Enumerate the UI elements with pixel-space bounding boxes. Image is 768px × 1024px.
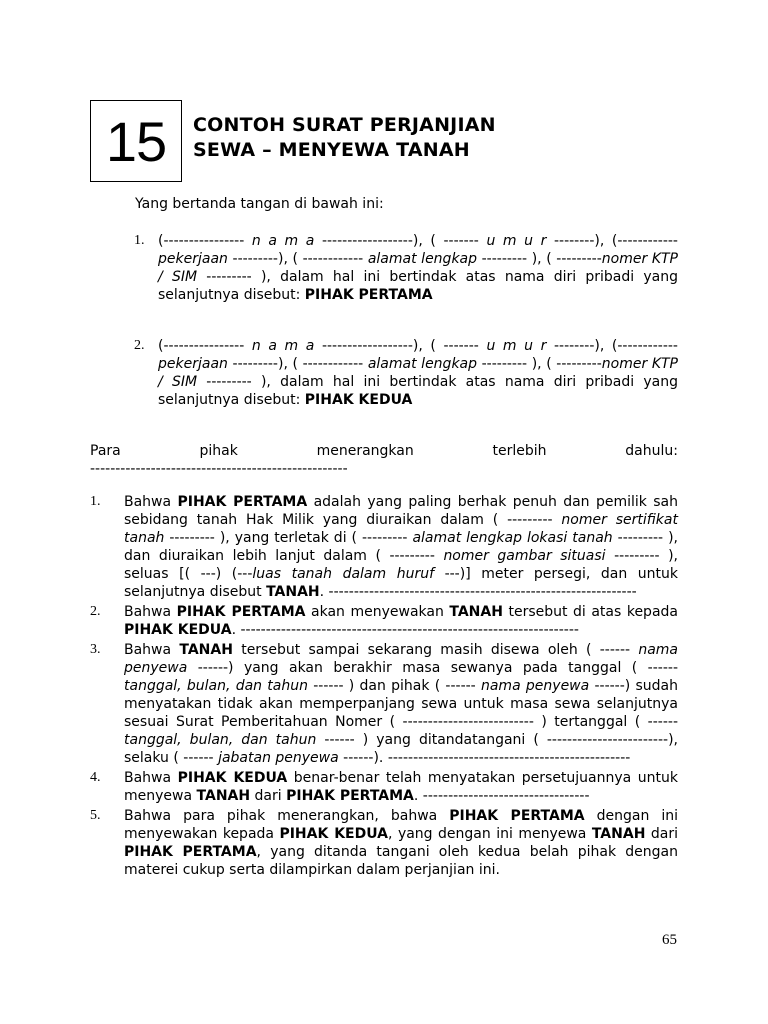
text-run: Bahwa [124, 494, 178, 510]
italic-text: alamat lengkap [367, 356, 478, 372]
italic-text: nama penyewa [480, 678, 590, 694]
bold-text: PIHAK KEDUA [279, 826, 389, 842]
party-number: 2. [134, 338, 145, 353]
list-item [90, 641, 678, 767]
text-run: ------------------), ( ------- [314, 338, 487, 354]
bold-text: TANAH [591, 826, 646, 842]
point-number: 3. [90, 642, 101, 657]
bold-text: PIHAK PERTAMA [449, 808, 585, 824]
point-number: 1. [90, 494, 101, 509]
point-text [124, 641, 678, 767]
text-run: ------ ) yang ditandatangani ( ------------------------), selaku ( ------ [124, 732, 678, 766]
text-run: --------), (------------ [546, 338, 678, 354]
bold-text: TANAH [179, 642, 233, 658]
text-run: ---------), ( ------------ [227, 251, 368, 267]
bold-text: PIHAK PERTAMA [176, 604, 306, 620]
list-item [90, 769, 678, 805]
point-number: 4. [90, 770, 101, 785]
text-run: --------- ), dalam hal ini bertindak atas nama diri pribadi yang selanjutnya disebut: [158, 374, 678, 408]
italic-text: nomer KTP / SIM [158, 251, 678, 285]
text-run: ------) yang akan berakhir masa sewanya pada tanggal ( ------ [187, 660, 678, 676]
party-text [158, 337, 678, 409]
italic-text: jabatan penyewa [218, 750, 339, 766]
chapter-number: 15 [105, 109, 167, 173]
text-run: Bahwa [124, 770, 178, 786]
text-run: benar-benar telah menyatakan persetujuannya untuk menyewa [124, 770, 678, 804]
text-run: dengan ini menyewakan kepada [124, 808, 678, 842]
text-run: dari [250, 788, 287, 804]
text-run: --------- ), dan diuraikan lebih lanjut dalam ( --------- [124, 530, 678, 564]
text-run: tersebut di atas kepada [502, 604, 678, 620]
bold-text: TANAH [196, 788, 251, 804]
italic-text: alamat lengkap lokasi tanah [412, 530, 613, 546]
text-run: , yang dengan ini menyewa [388, 826, 592, 842]
bold-text: PIHAK KEDUA [304, 392, 413, 408]
text-run: ---)] meter persegi, dan untuk selanjutnya disebut [124, 566, 678, 600]
point-number: 2. [90, 604, 101, 619]
intro-text: Yang bertanda tangan di bawah ini: [135, 196, 384, 212]
text-run: --------- ), seluas [( ---) (--- [124, 548, 678, 582]
text-run: . ------------------------------------------------------------- [319, 584, 637, 600]
point-number: 5. [90, 808, 101, 823]
bold-text: PIHAK PERTAMA [286, 788, 414, 804]
points-list [90, 493, 678, 879]
list-item [90, 603, 678, 639]
italic-text: n a m a [251, 338, 315, 354]
bold-text: PIHAK PERTAMA [304, 287, 433, 303]
list-item [90, 807, 678, 879]
text-run: , yang ditanda tangani oleh kedua belah pihak dengan materei cukup serta dilampirkan dalam perjanjian ini. [124, 844, 678, 878]
text-run: ------) sudah menyatakan tidak akan memperpanjang sewa untuk masa sewa selanjutnya sesuai Surat Pemberitahuan Nomer ( -------------------------- ) tertanggal ( ------ [124, 678, 679, 730]
text-run: (---------------- [158, 233, 252, 249]
text-run: ---------), ( ------------ [227, 356, 368, 372]
chapter-number-box [90, 100, 182, 182]
text-run: --------), (------------ [546, 233, 678, 249]
text-run: . ------------------------------------------------------------------- [231, 622, 579, 638]
text-run: Bahwa para pihak menerangkan, bahwa [124, 808, 450, 824]
declaration-word: menerangkan [316, 443, 414, 459]
italic-text: pekerjaan [158, 251, 228, 267]
italic-text: nomer sertifikat tanah [124, 512, 678, 546]
text-run: --------- ), ( --------- [477, 251, 602, 267]
text-run: Bahwa [124, 642, 180, 658]
text-run: --------- ), yang terletak di ( --------- [164, 530, 413, 546]
title-line: CONTOH SURAT PERJANJIAN [193, 114, 496, 136]
bold-text: PIHAK PERTAMA [124, 844, 257, 860]
italic-text: u m u r [486, 338, 547, 354]
bold-text: PIHAK KEDUA [177, 770, 288, 786]
text-run: (---------------- [158, 338, 252, 354]
bold-text: TANAH [449, 604, 503, 620]
list-item [90, 493, 678, 601]
bold-text: TANAH [266, 584, 320, 600]
text-run: --------- ), dalam hal ini bertindak atas nama diri pribadi yang selanjutnya disebut: [158, 269, 678, 303]
bold-text: PIHAK KEDUA [124, 622, 232, 638]
text-run: akan menyewakan [305, 604, 450, 620]
italic-text: nomer KTP / SIM [158, 356, 678, 390]
italic-text: tanggal, bulan, dan tahun [124, 678, 308, 694]
italic-text: alamat lengkap [367, 251, 478, 267]
text-run: tersebut sampai sekarang masih disewa oleh ( ------ [232, 642, 639, 658]
italic-text: u m u r [486, 233, 547, 249]
text-run: --------- ), ( --------- [477, 356, 602, 372]
declaration-dashes: --------------------------------------------------- [90, 461, 348, 477]
text-run: dari [645, 826, 678, 842]
text-run: ------). ------------------------------------------------ [338, 750, 631, 766]
point-text [124, 807, 678, 879]
party-text [158, 232, 678, 304]
title-line: SEWA – MENYEWA TANAH [193, 139, 470, 161]
party-number: 1. [134, 233, 145, 248]
declaration-word: terlebih [492, 443, 547, 459]
declaration-words [90, 442, 678, 460]
italic-text: nomer gambar situasi [443, 548, 606, 564]
bold-text: PIHAK PERTAMA [177, 494, 308, 510]
text-run: adalah yang paling berhak penuh dan pemilik sah sebidang tanah Hak Milik yang diuraikan dalam ( --------- [124, 494, 678, 528]
party-item [134, 232, 678, 304]
italic-text: luas tanah dalam huruf [252, 566, 435, 582]
italic-text: pekerjaan [158, 356, 228, 372]
italic-text: n a m a [251, 233, 315, 249]
declaration-word: dahulu: [625, 443, 678, 459]
point-text [124, 493, 678, 601]
italic-text: tanggal, bulan, dan tahun [124, 732, 317, 748]
page-number: 65 [662, 932, 677, 948]
declaration-word: Para [90, 443, 121, 459]
declaration-heading [90, 442, 678, 478]
text-run: . --------------------------------- [413, 788, 590, 804]
point-text [124, 769, 678, 805]
page-title [193, 113, 496, 163]
party-item [134, 337, 678, 409]
text-run: Bahwa [124, 604, 177, 620]
text-run: ------ ) dan pihak ( ------ [307, 678, 481, 694]
text-run: ------------------), ( ------- [314, 233, 487, 249]
declaration-word: pihak [199, 443, 238, 459]
point-text [124, 603, 678, 639]
italic-text: nama penyewa [124, 642, 678, 676]
